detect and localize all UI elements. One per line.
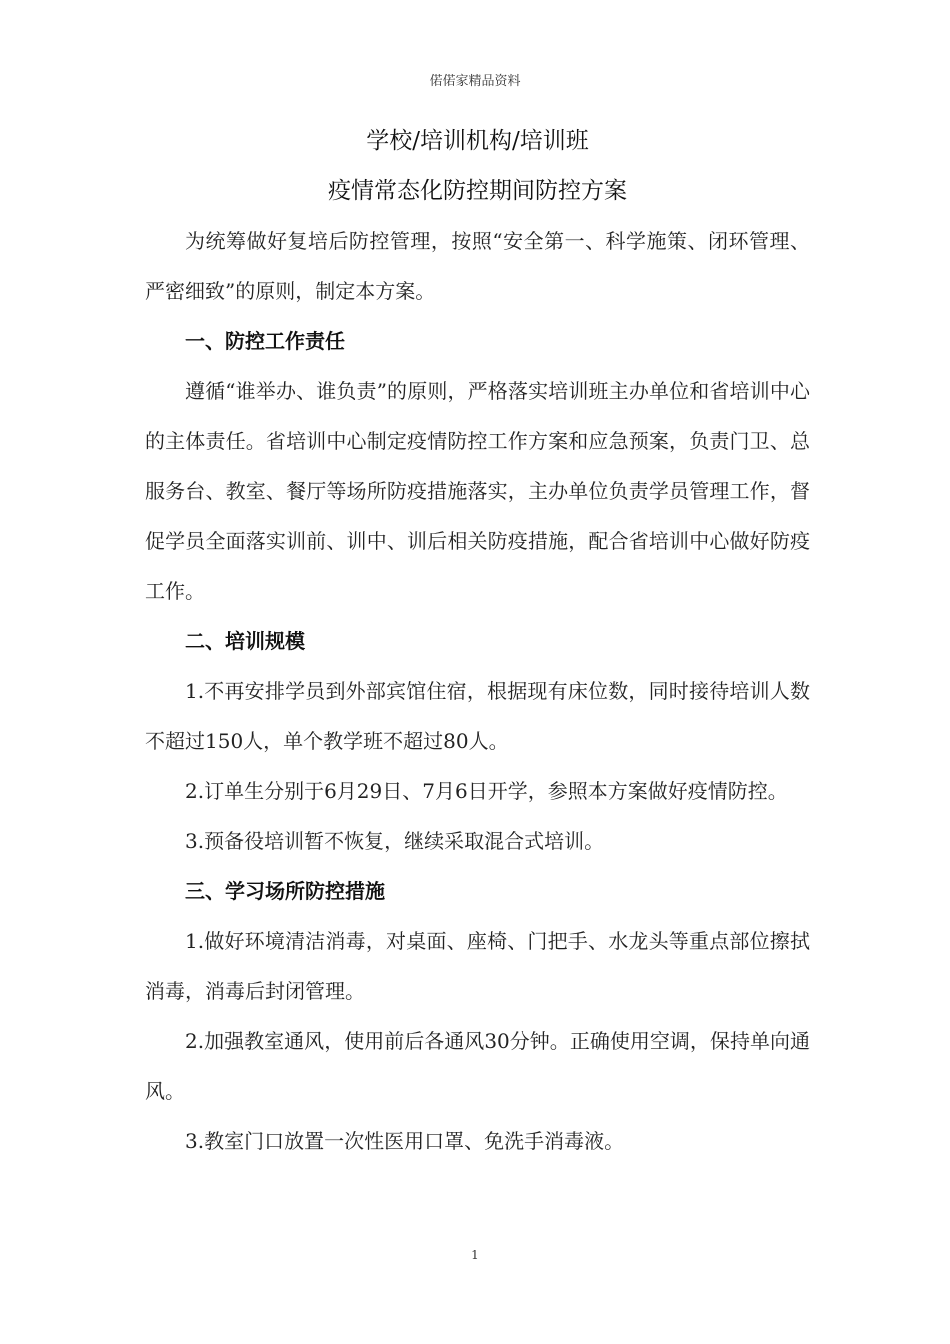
section-paragraph: 2.加强教室通风，使用前后各通风30分钟。正确使用空调，保持单向通风。: [145, 1029, 810, 1103]
section-heading-venue-measures: 三、学习场所防控措施: [185, 879, 385, 903]
document-title-line2: 疫情常态化防控期间防控方案: [328, 178, 627, 204]
section-paragraph: 3.教室门口放置一次性医用口罩、免洗手消毒液。: [185, 1129, 625, 1153]
section-paragraph: 3.预备役培训暂不恢复，继续采取混合式培训。: [185, 829, 605, 853]
section-heading-responsibility: 一、防控工作责任: [185, 329, 345, 353]
page-header: 偌偌家精品资料: [429, 74, 521, 89]
document-title-line1: 学校/培训机构/培训班: [366, 128, 589, 154]
section-paragraph: 1.做好环境清洁消毒，对桌面、座椅、门把手、水龙头等重点部位擦拭消毒，消毒后封闭管理。: [145, 929, 810, 1003]
intro-paragraph: 为统筹做好复培后防控管理，按照“安全第一、科学施策、闭环管理、严密细致”的原则，制定本方案。: [145, 229, 810, 303]
section-paragraph: 遵循“谁举办、谁负责”的原则，严格落实培训班主办单位和省培训中心的主体责任。省培训中心制定疫情防控工作方案和应急预案，负责门卫、总服务台、教室、餐厅等场所防疫措施落实，主办单位负责学员管理工作，督促学员全面落实训前、训中、训后相关防疫措施，配合省培训中心做好防疫工作。: [145, 379, 810, 603]
page-number: 1: [471, 1248, 479, 1262]
section-heading-scale: 二、培训规模: [185, 629, 305, 653]
document-body: [145, 112, 810, 1166]
section-paragraph: 1.不再安排学员到外部宾馆住宿，根据现有床位数，同时接待培训人数不超过150人，单个教学班不超过80人。: [145, 679, 810, 753]
section-paragraph: 2.订单生分别于6月29日、7月6日开学，参照本方案做好疫情防控。: [185, 779, 788, 803]
